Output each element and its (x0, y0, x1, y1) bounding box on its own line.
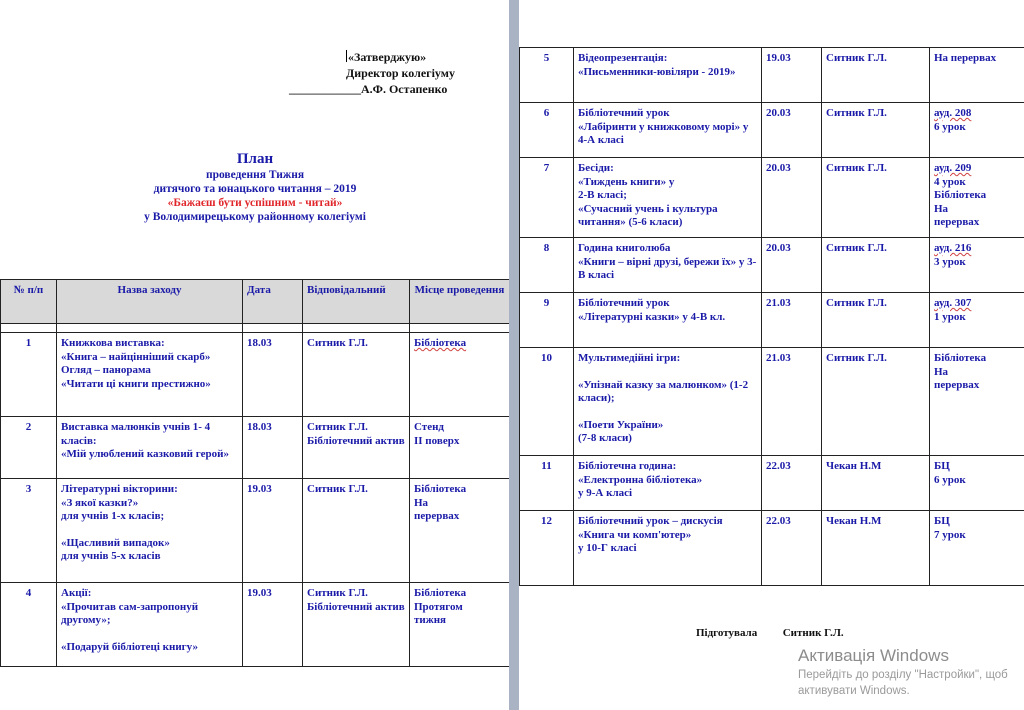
place-cell (930, 238, 1024, 293)
event-date-cell: 20.03 (762, 238, 822, 293)
event-date-cell: 21.03 (762, 293, 822, 348)
place-line: Бібліотека (414, 587, 467, 599)
prepared-label: Підготувала (696, 627, 758, 639)
name-line: «Мій улюблений казковий герой» (61, 448, 229, 460)
approval-line-1: «Затверджую» (348, 50, 427, 64)
name-line: у 9-А класі (578, 487, 633, 499)
responsible-line: Ситник Г.Л. (826, 52, 887, 64)
responsible-line: Ситник Г.Л. (826, 352, 887, 364)
place-line: На (934, 202, 949, 215)
place-line: Протягом (414, 600, 463, 613)
responsible-line: Ситник Г.Л. (826, 297, 887, 309)
prepared-name: Ситник Г.Л. (782, 627, 844, 639)
responsible-cell (822, 348, 930, 456)
place-line: На перервах (934, 52, 997, 64)
name-line: «Читати ці книги престижно» (61, 377, 211, 390)
header-responsible: Відповідальний (303, 280, 410, 324)
name-line: Бібліотечний урок – дискусія (578, 515, 723, 527)
place-line: Бібліотека (934, 352, 987, 364)
place-cell (930, 293, 1024, 348)
plan-heading: План (236, 151, 274, 167)
place-line: На (934, 365, 949, 378)
row-number: 3 (1, 479, 57, 583)
name-line: «Тиждень книги» у (578, 175, 675, 188)
place-line: 7 урок (934, 528, 966, 541)
text-cursor (346, 50, 347, 62)
name-line: «Електронна бібліотека» (578, 473, 703, 486)
name-line (578, 406, 757, 419)
table-row (520, 238, 1024, 293)
responsible-line: Ситник Г.Л. (307, 337, 368, 349)
table-row (520, 103, 1024, 158)
responsible-line: Ситник Г.Л. (307, 483, 368, 495)
plan-table-right (519, 47, 1024, 586)
event-name-cell (574, 511, 762, 586)
name-line: Бесіди: (578, 162, 614, 174)
name-line: «Лабіринти у книжковому морі» у 4-А класі (578, 120, 749, 146)
name-line: Книжкова виставка: (61, 337, 165, 349)
header-num: № п/п (1, 280, 57, 324)
responsible-cell (303, 333, 410, 417)
table-row (520, 293, 1024, 348)
name-line: 2-В класі; (578, 189, 627, 201)
place-line: 6 урок (934, 120, 966, 133)
place-line: 4 урок (934, 175, 966, 188)
name-line: «Щасливий випадок» (61, 536, 170, 549)
place-line: тижня (414, 614, 447, 626)
plan-table-left (0, 279, 509, 667)
event-date-cell: 20.03 (762, 103, 822, 158)
table-row (520, 456, 1024, 511)
place-line: 6 урок (934, 473, 966, 486)
name-line (61, 524, 238, 537)
plan-subtitle-2: дитячого та юнацького читання – 2019 (153, 183, 357, 195)
name-line: Літературні вікторини: (61, 483, 178, 495)
responsible-line: Ситник Г.Л. (826, 162, 887, 174)
name-line: «Прочитав сам-запропонуй другому»; (61, 600, 199, 626)
place-cell (930, 511, 1024, 586)
responsible-line: Бібліотечний актив (307, 600, 405, 613)
event-name-cell (574, 293, 762, 348)
activation-line-2: активувати Windows. (798, 685, 910, 697)
table-row (520, 158, 1024, 238)
name-line: Бібліотечний урок (578, 107, 670, 119)
table-spacer-row (1, 324, 510, 333)
event-date-cell: 18.03 (243, 333, 303, 417)
row-number: 9 (520, 293, 574, 348)
responsible-line: Ситник Г.Л. (826, 107, 887, 119)
event-name-cell (574, 48, 762, 103)
name-line: «Книга – найцінніший скарб» (61, 350, 211, 363)
name-line (578, 366, 757, 379)
place-line: Бібліотека (414, 337, 467, 349)
event-date-cell: 21.03 (762, 348, 822, 456)
place-line: ауд. 208 (934, 107, 972, 119)
responsible-cell (822, 456, 930, 511)
event-name-cell (57, 583, 243, 667)
name-line: Мультимедійні ігри: (578, 352, 681, 364)
activation-line-1: Перейдіть до розділу "Настройки", щоб (798, 669, 1008, 681)
place-cell (410, 583, 510, 667)
name-line: для учнів 5-х класів (61, 550, 161, 562)
responsible-line: Чекан Н.М (826, 460, 882, 472)
place-cell (410, 417, 510, 479)
place-line: ауд. 216 (934, 242, 972, 254)
name-line: Виставка малюнків учнів 1- 4 класів: (61, 421, 211, 447)
table-row (520, 511, 1024, 586)
responsible-line: Ситник Г.Л. (826, 242, 887, 254)
row-number: 4 (1, 583, 57, 667)
place-cell (930, 158, 1024, 238)
place-line: ауд. 209 (934, 162, 972, 174)
responsible-cell (303, 479, 410, 583)
row-number: 6 (520, 103, 574, 158)
place-cell (930, 456, 1024, 511)
responsible-line: Ситник Г.Л. (307, 421, 368, 433)
name-line: для учнів 1-х класів; (61, 510, 165, 522)
name-line: Огляд – панорама (61, 364, 151, 376)
row-number: 11 (520, 456, 574, 511)
responsible-cell (822, 238, 930, 293)
responsible-line: Чекан Н.М (826, 515, 882, 527)
name-line: «Сучасний учень і культура читання» (5-6 класи) (578, 202, 718, 228)
responsible-cell (822, 293, 930, 348)
plan-title-block (40, 150, 470, 224)
event-date-cell: 20.03 (762, 158, 822, 238)
place-line: перервах (414, 510, 460, 522)
row-number: 1 (1, 333, 57, 417)
row-number: 12 (520, 511, 574, 586)
document-page-left (0, 0, 509, 710)
header-name: Назва заходу (57, 280, 243, 324)
table-row (520, 48, 1024, 103)
responsible-line: Ситник Г.Л. (307, 587, 368, 599)
responsible-cell (822, 103, 930, 158)
place-line: ауд. 307 (934, 297, 972, 309)
name-line: Година книголюба (578, 242, 671, 254)
name-line (61, 628, 238, 641)
place-line: Стенд (414, 421, 444, 433)
name-line: Акції: (61, 587, 92, 599)
header-date: Дата (243, 280, 303, 324)
event-date-cell: 22.03 (762, 511, 822, 586)
event-date-cell: 19.03 (243, 583, 303, 667)
place-line: БЦ (934, 460, 950, 472)
event-date-cell: 22.03 (762, 456, 822, 511)
row-number: 10 (520, 348, 574, 456)
name-line: «З якої казки?» (61, 496, 139, 509)
table-row (1, 583, 510, 667)
row-number: 8 (520, 238, 574, 293)
table-row (1, 417, 510, 479)
header-place: Місце проведення (410, 280, 510, 324)
row-number: 7 (520, 158, 574, 238)
event-name-cell (574, 238, 762, 293)
place-line: ІІ поверх (414, 434, 460, 447)
approval-line-2: Директор колегіуму (346, 66, 455, 80)
table-row (520, 348, 1024, 456)
approval-line-3: ____________А.Ф. Остапенко (289, 82, 448, 96)
name-line: (7-8 класи) (578, 432, 632, 444)
table-header-row (1, 280, 510, 324)
place-cell (930, 348, 1024, 456)
place-cell (930, 48, 1024, 103)
name-line: «Упізнай казку за малюнком» (1-2 класи); (578, 378, 749, 404)
name-line: Бібліотечна година: (578, 460, 677, 472)
place-line: Бібліотека (414, 483, 467, 495)
place-cell (930, 103, 1024, 158)
name-line: Відеопрезентація: (578, 52, 668, 64)
responsible-cell (303, 417, 410, 479)
event-name-cell (574, 456, 762, 511)
plan-subtitle-4: у Володимирецькому районному колегіумі (144, 211, 366, 223)
place-line: БЦ (934, 515, 950, 527)
event-name-cell (574, 348, 762, 456)
responsible-cell (822, 158, 930, 238)
place-line: перервах (934, 216, 980, 228)
place-line: перервах (934, 379, 980, 391)
event-name-cell (574, 158, 762, 238)
plan-subtitle-1: проведення Тижня (205, 169, 305, 181)
place-cell (410, 333, 510, 417)
prepared-by (696, 627, 844, 639)
name-line: «Подаруй бібліотеці книгу» (61, 640, 198, 653)
responsible-cell (303, 583, 410, 667)
event-date-cell: 19.03 (762, 48, 822, 103)
table-row (1, 333, 510, 417)
name-line: у 10-Г класі (578, 542, 637, 554)
activation-title: Активація Windows (798, 646, 949, 665)
document-page-right (519, 0, 1024, 710)
name-line: «Книга чи комп'ютер» (578, 528, 692, 541)
name-line: «Літературні казки» у 4-В кл. (578, 310, 726, 323)
approval-block (289, 49, 455, 97)
name-line: «Поети України» (578, 418, 664, 431)
responsible-line: Бібліотечний актив (307, 434, 405, 447)
responsible-cell (822, 48, 930, 103)
event-name-cell (574, 103, 762, 158)
place-cell (410, 479, 510, 583)
event-name-cell (57, 479, 243, 583)
name-line: «Книги – вірні друзі, бережи їх» у 3-В класі (578, 255, 757, 281)
windows-activation-watermark (798, 645, 1008, 699)
name-line: «Письменники-ювіляри - 2019» (578, 65, 736, 78)
place-line: 1 урок (934, 310, 966, 323)
event-name-cell (57, 333, 243, 417)
place-line: Бібліотека (934, 189, 987, 201)
responsible-cell (822, 511, 930, 586)
plan-slogan: «Бажаєш бути успішним - читай» (167, 197, 343, 209)
event-date-cell: 18.03 (243, 417, 303, 479)
name-line: Бібліотечний урок (578, 297, 670, 309)
row-number: 5 (520, 48, 574, 103)
row-number: 2 (1, 417, 57, 479)
event-name-cell (57, 417, 243, 479)
place-line: На (414, 496, 429, 509)
event-date-cell: 19.03 (243, 479, 303, 583)
place-line: 3 урок (934, 255, 966, 268)
table-row (1, 479, 510, 583)
